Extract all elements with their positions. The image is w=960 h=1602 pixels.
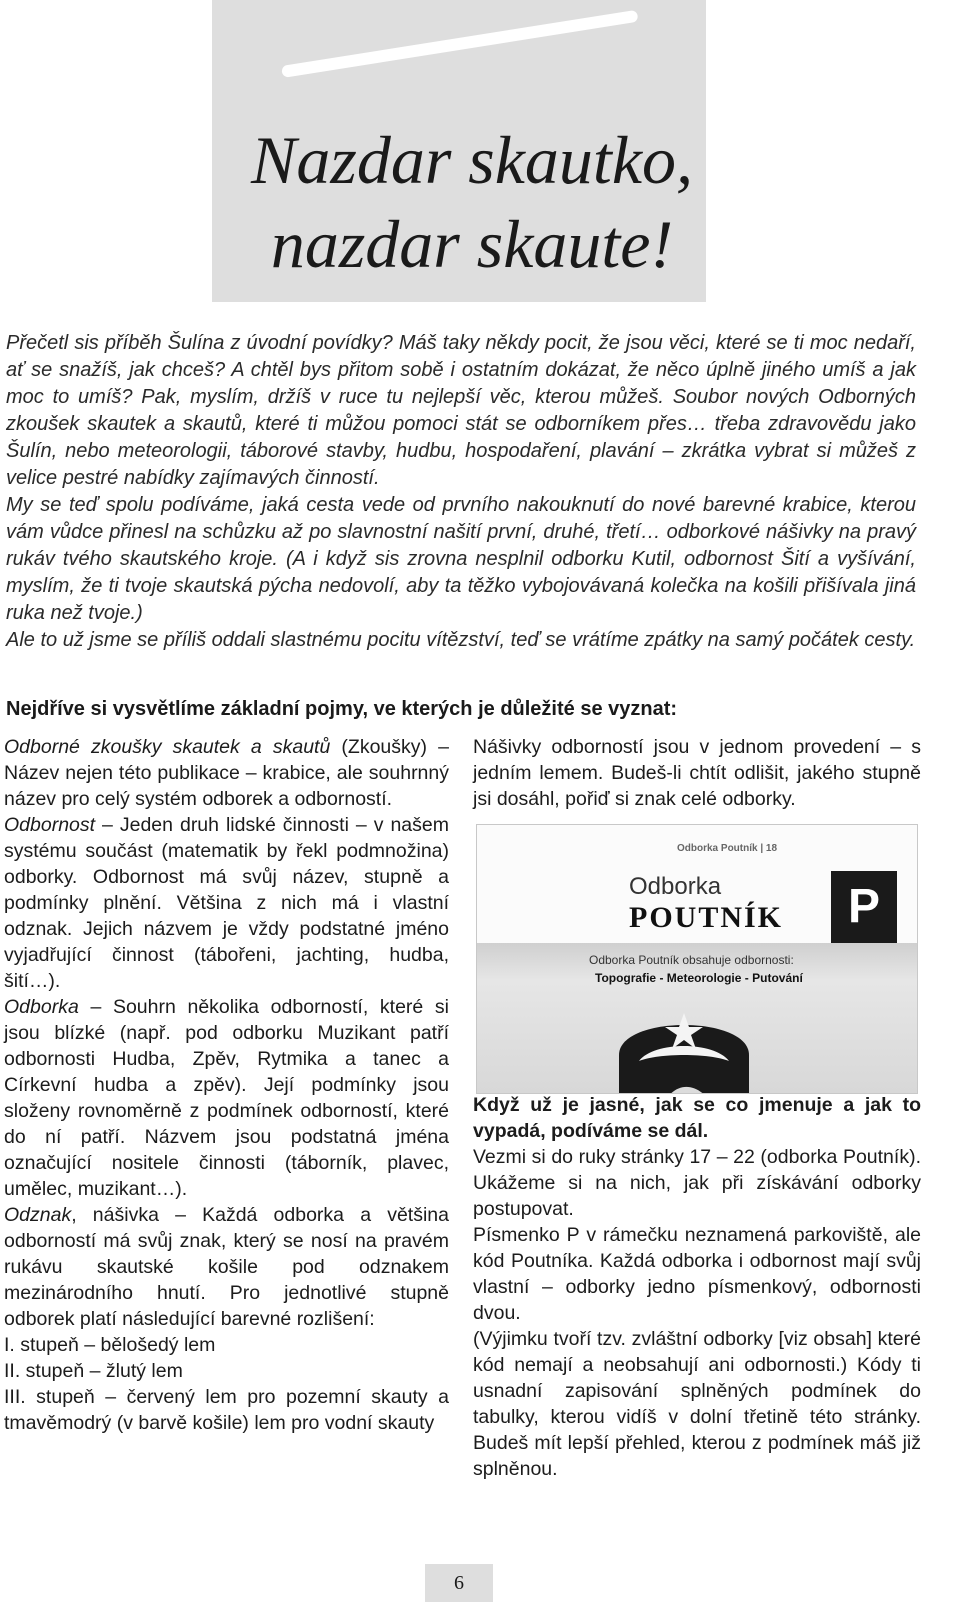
figure-subtitle-2: Topografie - Meteorologie - Putování	[595, 971, 803, 985]
right-paragraph-1: Nášivky odborností jsou v jednom provedení – s jedním lemem. Budeš-li chtít odlišit, jakého stupně jsi dosáhl, pořiď si znak celé odborky.	[473, 736, 921, 810]
right-bold-lead: Když už je jasné, jak se co jmenuje a jak to vypadá, podíváme se dál.	[473, 1094, 921, 1142]
intro-paragraph-2: My se teď spolu podíváme, jaká cesta vede od prvního nakouknutí do nové barevné krabice, kterou vám vůdce přinesl na schůzku až po slavnostní našití první, druhé, třetí… odborkové nášivky na pravý rukáv tvého skautského kroje. (A i když sis zrovna nesplnil odborku Kutil, odbornost Šití a vyšívání, myslím, že ti tvoje skautská pýcha nedovolí, aby ta těžko vybojovávaná kolečka na košili přišívala jiná ruka než tvoje.)	[6, 494, 916, 624]
section-heading: Nejdříve si vysvětlíme základní pojmy, ve kterých je důležité se vyznat:	[6, 698, 678, 720]
right-paragraph-4: (Výjimku tvoří tzv. zvláštní odborky [viz obsah] které kód nemají a neobsahují ani odbornosti.) Kódy ti usnadní zapisování splněných podmínek do tabulky, kterou vidíš v dolní třetině této stránky. Budeš mít lepší přehled, kterou z podmínek máš již splněnou.	[473, 1328, 921, 1480]
figure-name-2: POUTNÍK	[629, 901, 784, 934]
odborka-poutnik-image	[476, 824, 918, 1094]
badge-emblem-icon	[599, 995, 769, 1094]
right-text-lower	[473, 1092, 921, 1482]
figure-subtitle-1: Odborka Poutník obsahuje odbornosti:	[589, 953, 794, 967]
level-1: I. stupeň – bělošedý lem	[4, 1334, 216, 1356]
desc-odznak: , nášivka – Každá odborka a většina odborností má svůj znak, který se nosí na pravém rukávu skautské košile pod odznakem mezinárodního hnutí. Pro jednotlivé stupně odborek platí následující barevné rozlišení:	[4, 1204, 449, 1330]
level-3: III. stupeň – červený lem pro pozemní skauty a tmavěmodrý (v barvě košile) lem pro vodní skauty	[4, 1386, 449, 1434]
desc-odbornost: – Jeden druh lidské činnosti – v našem systému součást (matematik by řekl podmnožina) odborky. Odbornost má svůj název, stupně a podmínky plnění. Většina z nich má i vlastní odznak. Jejich názvem je vždy podstatné jméno vyjadřující činnost (tábořeni, jachting, hudba, šití…).	[4, 814, 449, 992]
intro-paragraph-3: Ale to už jsme se příliš oddali slastnému pocitu vítězství, teď se vrátíme zpátky na samý počátek cesty.	[6, 629, 916, 651]
definition-odznak	[4, 1202, 449, 1332]
desc-odborka: – Souhrn několika odborností, které si jsou blízké (např. pod odborku Muzikant patří odbornosti Hudba, Zpěv, Rytmika a tanec a Církevní hudba a zpěv). Její podmínky jsou složeny rovnoměrně z podmínek odborností, které do ní patří. Názvem jsou podstatná jména označující nositele činnosti (táborník, plavec, umělec, muzikant…).	[4, 996, 449, 1200]
desc-zkousky: (Zkoušky) – Název nejen této publikace – krabice, ale souhrnný název pro celý systém odborek a odborností.	[4, 736, 449, 810]
code-letter-box: P	[831, 871, 897, 943]
right-paragraph-3: Písmenko P v rámečku neznamená parkoviště, ale kód Poutníka. Každá odborka i odbornost mají svůj vlastní – odborky jedno písmenkový, odbornosti dvou.	[473, 1224, 921, 1324]
figure-topline: Odborka Poutník | 18	[677, 843, 778, 854]
figure-name-1: Odborka	[629, 873, 722, 900]
term-odznak: Odznak	[4, 1204, 72, 1226]
intro-text	[6, 330, 916, 654]
term-zkousky: Odborné zkoušky skautek a skautů	[4, 736, 331, 758]
term-odbornost: Odbornost	[4, 814, 96, 836]
title-line-2: nazdar skaute!	[270, 206, 674, 282]
term-odborka: Odborka	[4, 996, 79, 1018]
definition-odbornost	[4, 812, 449, 994]
title-line-1: Nazdar skautko,	[251, 122, 693, 198]
definition-odborka	[4, 994, 449, 1202]
decorative-stroke	[281, 10, 638, 78]
page-title	[242, 118, 702, 286]
right-paragraph-2: Vezmi si do ruky stránky 17 – 22 (odborka Poutník). Ukážeme si na nich, jak při získávání odborky postupovat.	[473, 1146, 921, 1220]
page-number: 6	[425, 1564, 493, 1602]
intro-paragraph-1: Přečetl sis příběh Šulína z úvodní povídky? Máš taky někdy pocit, že jsou věci, které se ti moc nedaří, ať se snažíš, jak chceš? A chtěl bys přitom sobě i ostatním dokázat, že něco úplně jiného umíš a jak moc to umíš? Pak, myslím, držíš v ruce tu nejlepší věc, kterou můžeš. Soubor nových Odborných zkoušek skautek a skautů, které ti můžou pomoci stát se odborníkem přes… třeba zdravovědu jako Šulín, nebo meteorologii, táborové stavby, hudbu, hospodaření, plavání – zkrátka vybrat si můžeš z velice pestré nabídky zajímavých činností.	[6, 332, 916, 489]
level-2: II. stupeň – žlutý lem	[4, 1360, 183, 1382]
definition-zkousky	[4, 734, 449, 812]
left-column	[4, 734, 449, 1436]
title-box	[212, 0, 706, 302]
